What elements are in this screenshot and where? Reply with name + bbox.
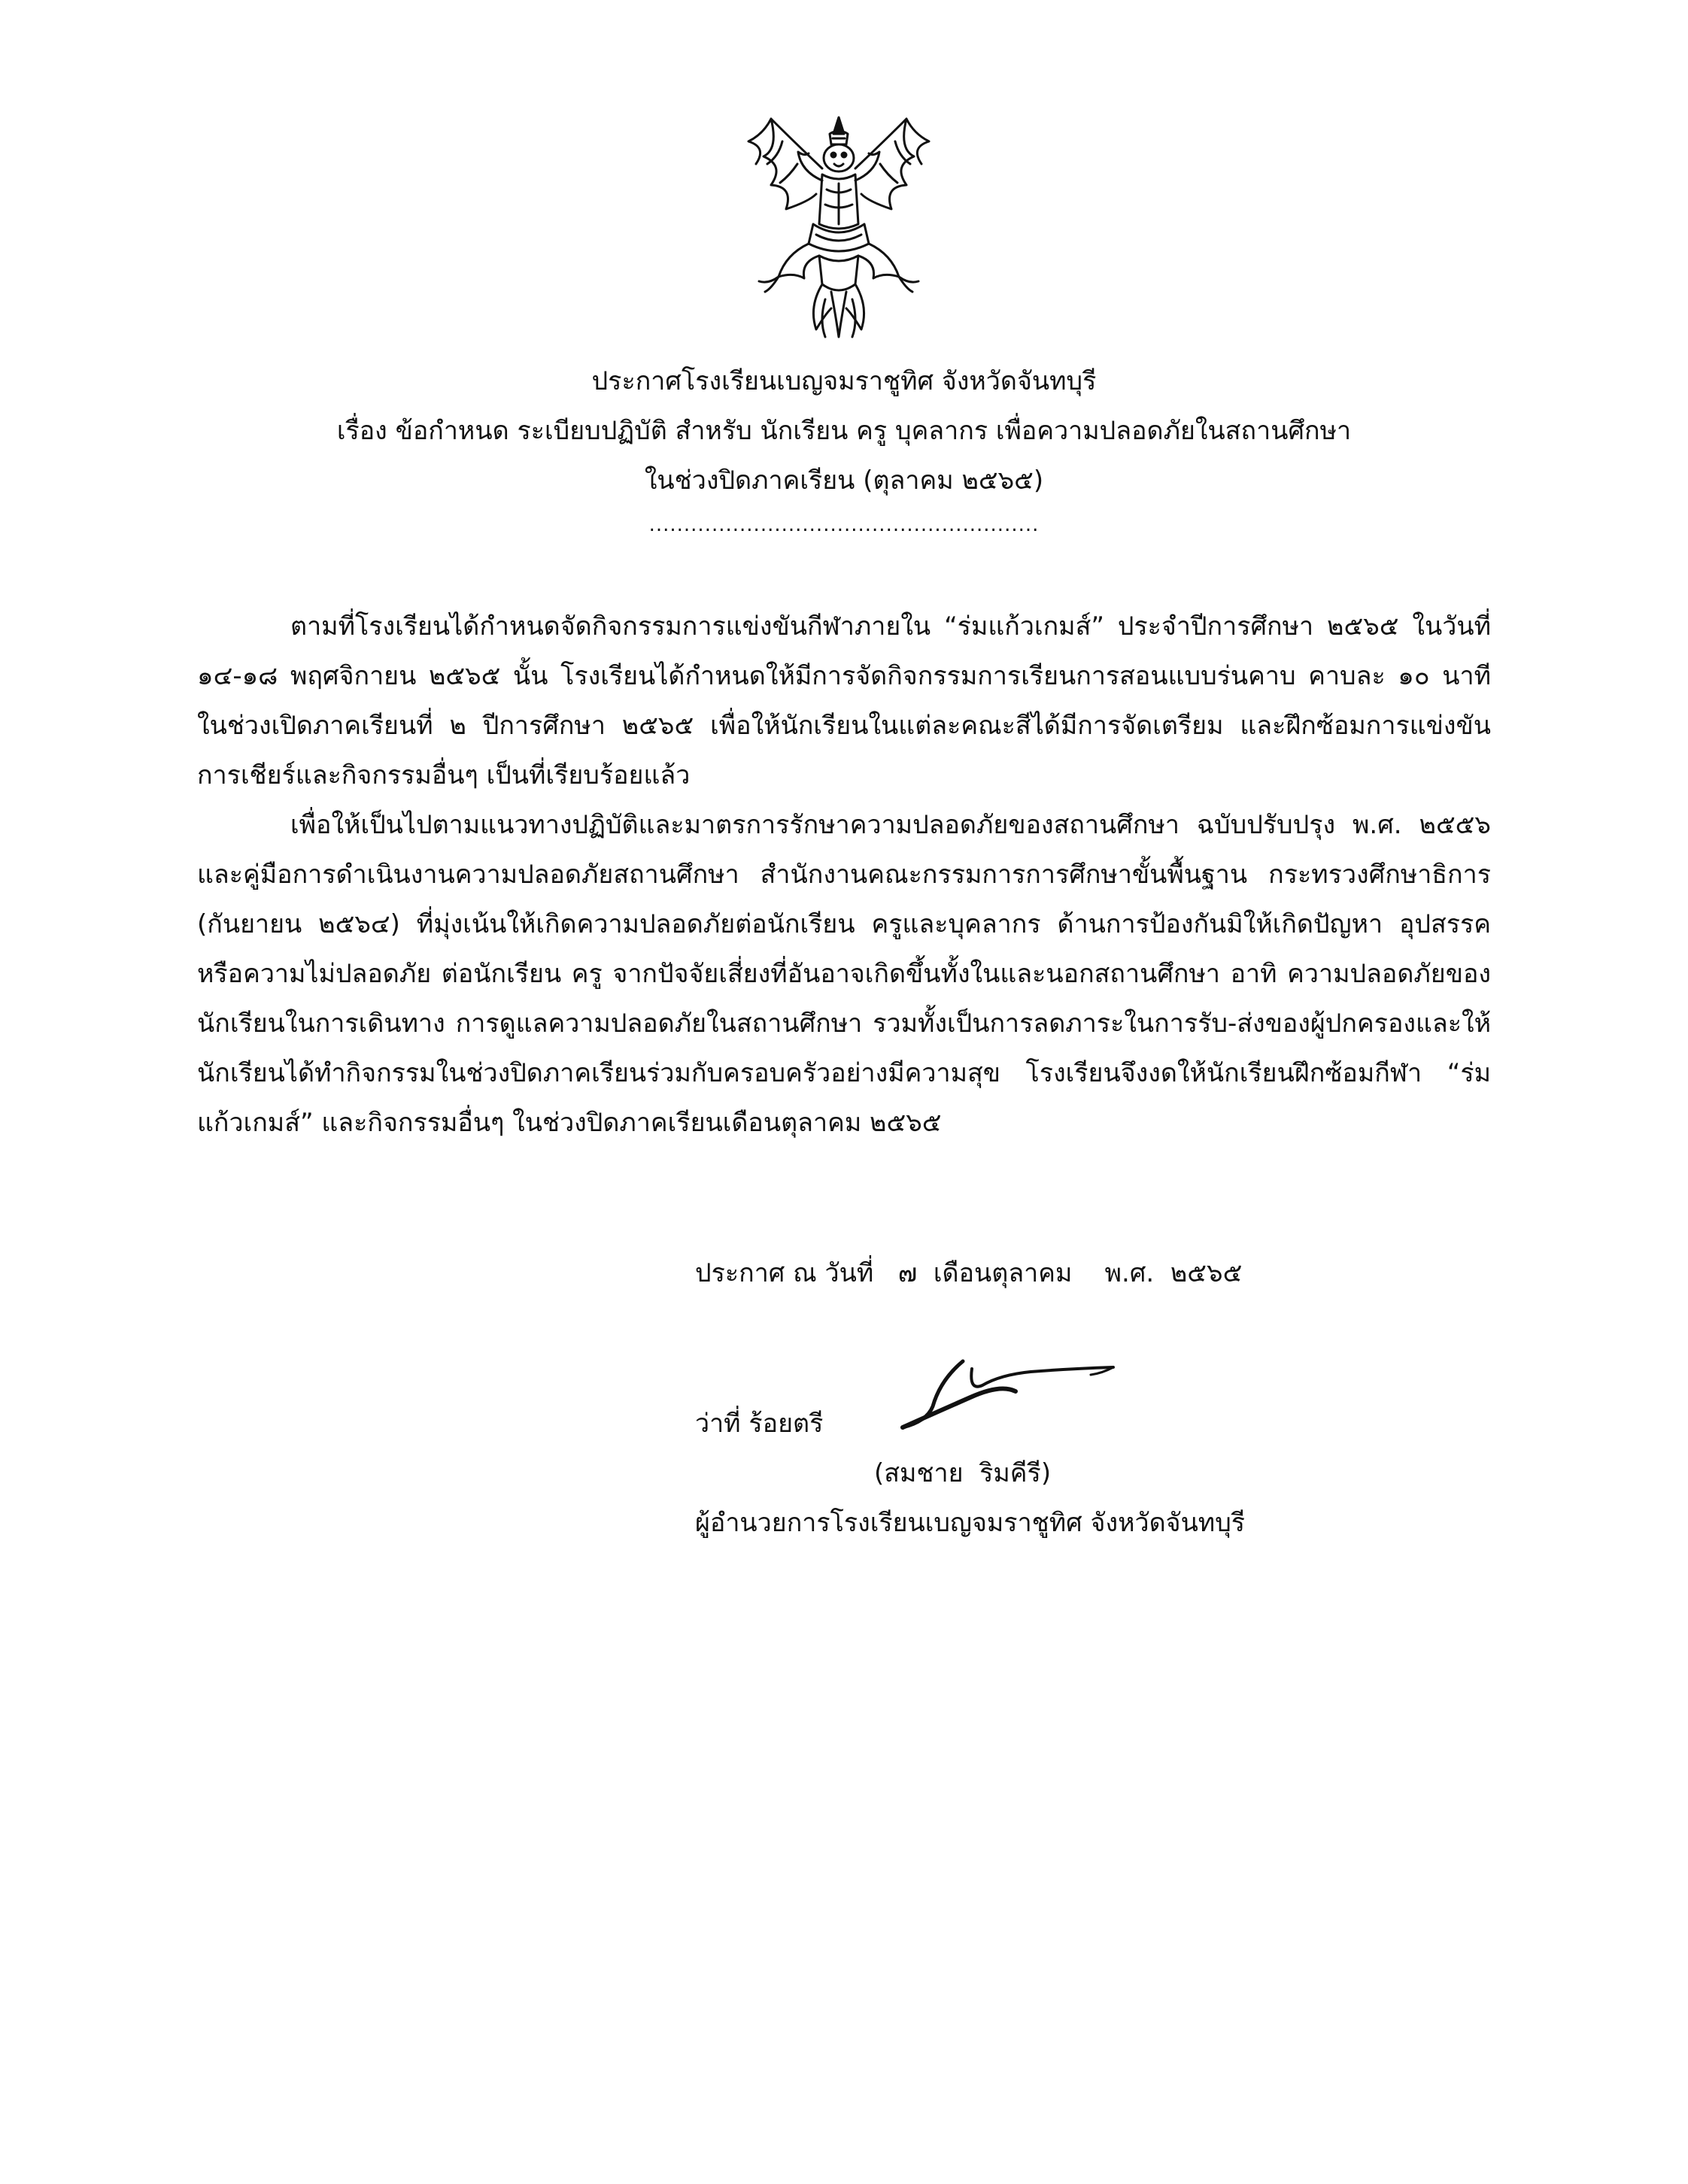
announcement-date: ประกาศ ณ วันที่ ๗ เดือนตุลาคม พ.ศ. ๒๕๖๕ xyxy=(695,1258,1243,1288)
announcement-header xyxy=(196,356,1492,540)
signer-position: ผู้อำนวยการโรงเรียนเบญจมราชูทิศ จังหวัดจันทบุรี xyxy=(695,1508,1246,1538)
announcement-issuer: ประกาศโรงเรียนเบญจมราชูทิศ จังหวัดจันทบุรี xyxy=(591,366,1097,396)
signer-rank: ว่าที่ ร้อยตรี xyxy=(695,1409,824,1439)
garuda-emblem-icon xyxy=(726,111,952,346)
announcement-subject: เรื่อง ข้อกำหนด ระเบียบปฏิบัติ สำหรับ นักเรียน ครู บุคลากร เพื่อความปลอดภัยในสถานศึกษา xyxy=(336,416,1352,446)
body-paragraph-1: ตามที่โรงเรียนได้กำหนดจัดกิจกรรมการแข่งขันกีฬาภายใน “ร่มแก้วเกมส์” ประจำปีการศึกษา ๒๕๖๕ ในวันที่ ๑๔-๑๘ พฤศจิกายน ๒๕๖๕ นั้น โรงเรียนได้กำหนดให้มีการจัดกิจกรรมการเรียนการสอนแบบร่นคาบ คาบละ ๑๐ นาที ในช่วงเปิดภาคเรียนที่ ๒ ปีการศึกษา ๒๕๖๕ เพื่อให้นักเรียนในแต่ละคณะสีได้มีการจัดเตรียม และฝึกซ้อมการแข่งขัน การเชียร์และกิจกรรมอื่นๆ เป็นที่เรียบร้อยแล้ว xyxy=(197,611,1491,790)
handwritten-signature-icon xyxy=(888,1339,1136,1436)
header-divider-dots: ........................................................ xyxy=(648,514,1040,536)
announcement-period: ในช่วงปิดภาคเรียน (ตุลาคม ๒๕๖๕) xyxy=(644,466,1044,496)
announcement-body xyxy=(197,602,1491,1148)
body-paragraph-2: เพื่อให้เป็นไปตามแนวทางปฏิบัติและมาตรการรักษาความปลอดภัยของสถานศึกษา ฉบับปรับปรุง พ.ศ. ๒๕๕๖ และคู่มือการดำเนินงานความปลอดภัยสถานศึกษา สำนักงานคณะกรรมการการศึกษาขั้นพื้นฐาน กระทรวงศึกษาธิการ (กันยายน ๒๕๖๔) ที่มุ่งเน้นให้เกิดความปลอดภัยต่อนักเรียน ครูและบุคลากร ด้านการป้องกันมิให้เกิดปัญหา อุปสรรค หรือความไม่ปลอดภัย ต่อนักเรียน ครู จากปัจจัยเสี่ยงที่อันอาจเกิดขึ้นทั้งในและนอกสถานศึกษา อาทิ ความปลอดภัยของนักเรียนในการเดินทาง การดูแลความปลอดภัยในสถานศึกษา รวมทั้งเป็นการลดภาระในการรับ-ส่งของผู้ปกครองและให้นักเรียนได้ทำกิจกรรมในช่วงปิดภาคเรียนร่วมกับครอบครัวอย่างมีความสุข โรงเรียนจึงงดให้นักเรียนฝึกซ้อมกีฬา “ร่มแก้วเกมส์” และกิจกรรมอื่นๆ ในช่วงปิดภาคเรียนเดือนตุลาคม ๒๕๖๕ xyxy=(197,810,1491,1138)
signer-name: (สมชาย ริมคีรี) xyxy=(874,1458,1052,1488)
